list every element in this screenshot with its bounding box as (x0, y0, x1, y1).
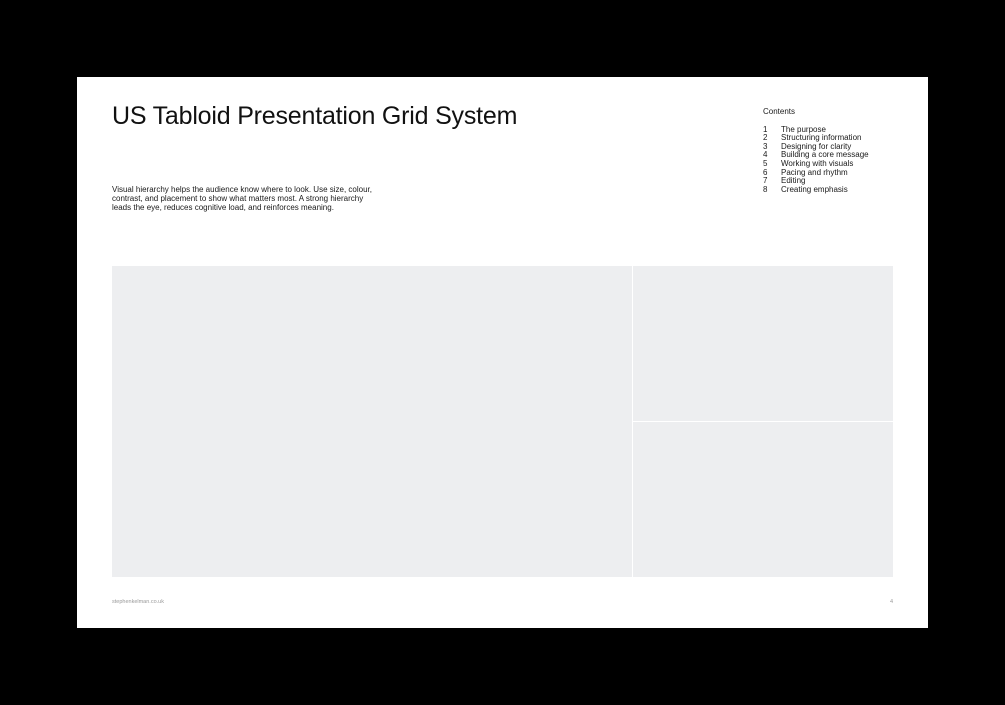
contents-item-number: 3 (763, 141, 768, 151)
contents-item-number: 2 (763, 133, 768, 143)
contents-item-label: Building a core message (781, 150, 869, 160)
contents-item-number: 6 (763, 167, 768, 177)
contents-item-label: Designing for clarity (781, 141, 852, 151)
contents-item-label: Creating emphasis (781, 184, 848, 194)
contents-section (763, 108, 913, 194)
contents-item-label: Working with visuals (781, 158, 854, 168)
page-number: 4 (889, 599, 893, 605)
contents-item-number: 1 (763, 124, 768, 134)
contents-item-label: Structuring information (781, 133, 862, 143)
contents-item-label: Editing (781, 176, 806, 186)
image-placeholder-bottom-right (633, 422, 893, 577)
contents-item-number: 4 (763, 150, 768, 160)
image-placeholder-main (112, 266, 632, 577)
contents-heading: Contents (763, 107, 796, 116)
intro-paragraph: Visual hierarchy helps the audience know where to look. Use size, colour, contrast, and placement to show what matters most. A strong hierarchy leads the eye, reduces cognitive load, and reinforces meaning. (112, 185, 372, 212)
page-title: US Tabloid Presentation Grid System (112, 102, 518, 130)
footer-url[interactable]: stephenkelman.co.uk (112, 599, 164, 605)
contents-item-number: 5 (763, 158, 768, 168)
contents-item[interactable] (763, 186, 913, 195)
contents-item-label: Pacing and rhythm (781, 167, 848, 177)
image-placeholder-top-right (633, 266, 893, 421)
contents-item-number: 8 (763, 184, 768, 194)
contents-item-label: The purpose (781, 124, 826, 134)
contents-item-number: 7 (763, 176, 768, 186)
slide-page (77, 77, 928, 628)
contents-list (763, 126, 913, 195)
